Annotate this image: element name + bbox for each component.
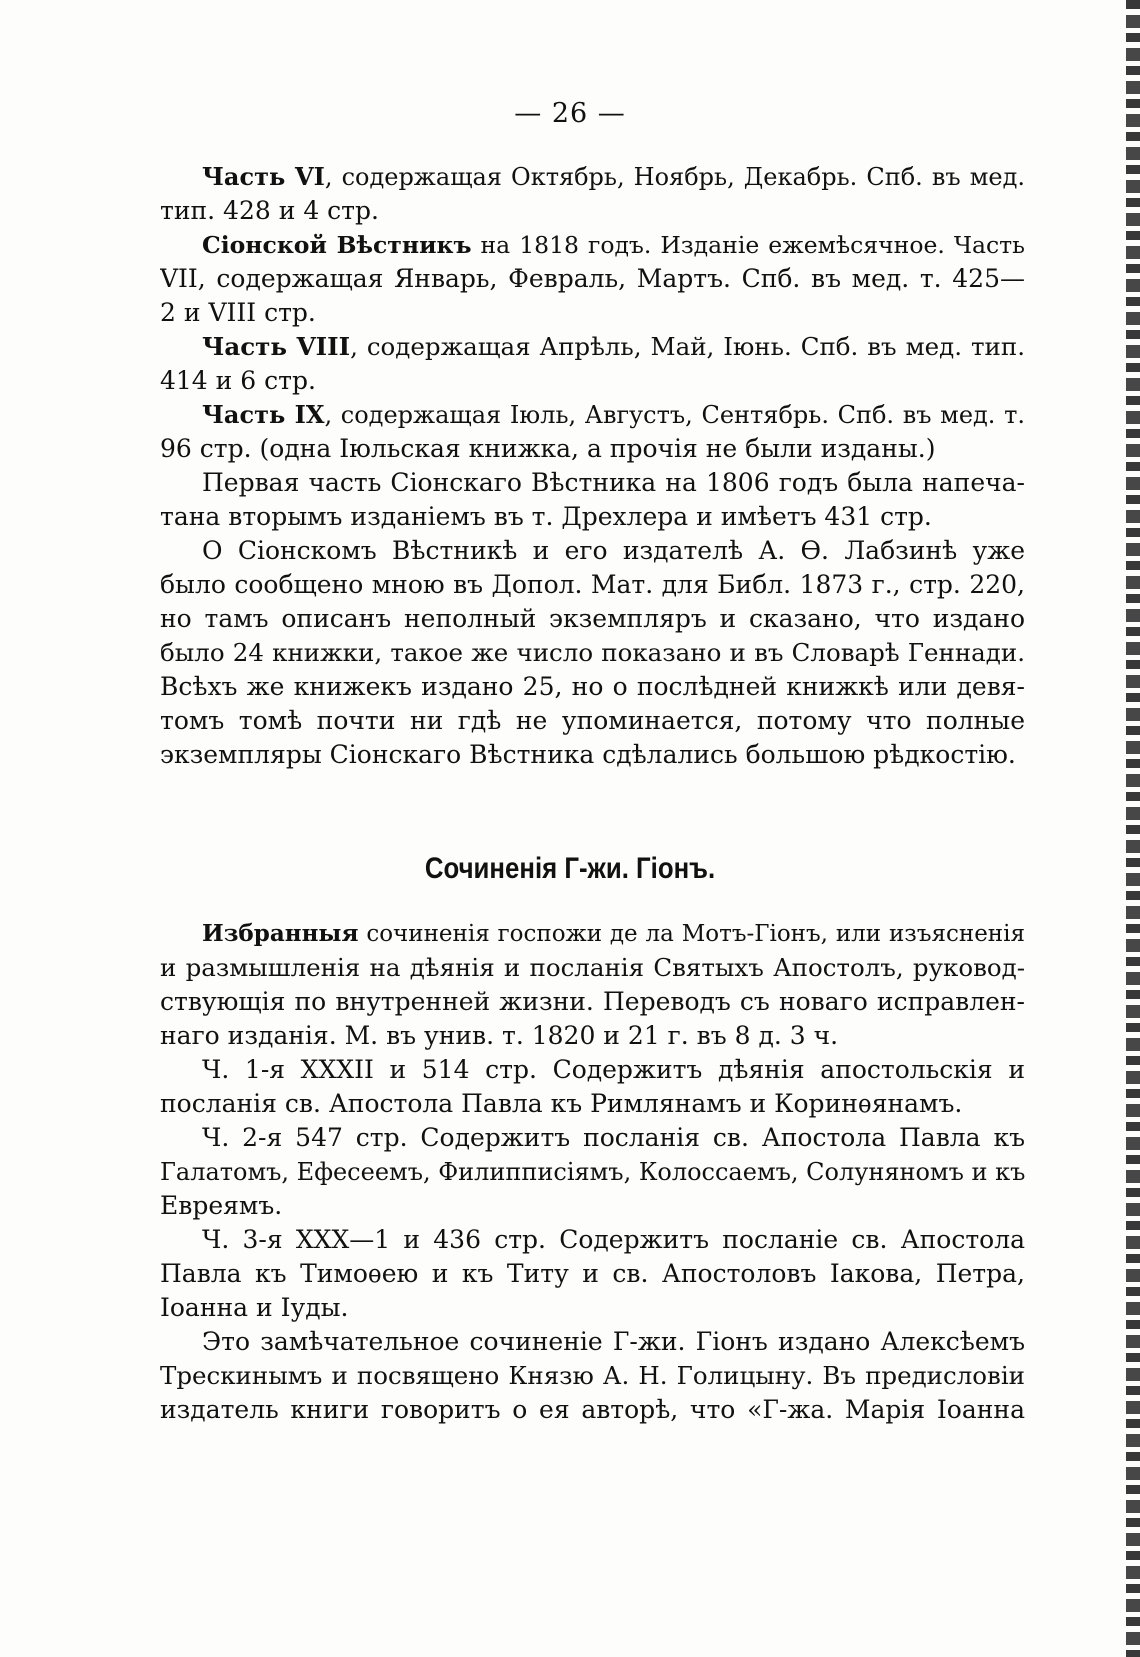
text-line: Часть VI, содержащая Октябрь, Ноябрь, Декабрь. Спб. въ мед. [202, 162, 1025, 191]
text-line: Павла къ Тимоѳею и къ Титу и св. Апостоловъ Іакова, Петра, [160, 1259, 1025, 1288]
text-line: Ч. 1-я XXXII и 514 стр. Содержитъ дѣянія апостольскія и [202, 1055, 1025, 1084]
text-line: Часть VIII, содержащая Апрѣль, Май, Іюнь. Спб. въ мед. тип. [202, 332, 1025, 361]
text-line: и размышленія на дѣянія и посланія Святыхъ Апостолъ, руковод- [160, 953, 1025, 982]
text-line: Избранныя сочиненія госпожи де ла Мотъ-Гіонъ, или изъясненія [202, 920, 1025, 947]
text-line: 2 и VIII стр. [160, 298, 316, 327]
section-2 [160, 917, 1025, 1427]
text-line: Это замѣчательное сочиненіе Г-жи. Гіонъ издано Алексѣемъ [202, 1327, 1025, 1356]
text-line: Всѣхъ же книжекъ издано 25, но о послѣдней книжкѣ или девя- [160, 672, 1025, 701]
text-line: наго изданія. М. въ унив. т. 1820 и 21 г. въ 8 д. 3 ч. [160, 1021, 839, 1050]
text-line: Ч. 3-я XXX—1 и 436 стр. Содержитъ посланіе св. Апостола [202, 1225, 1025, 1254]
text-line: томъ томѣ почти ни гдѣ не упоминается, потому что полные [160, 706, 1025, 735]
text-line: посланія св. Апостола Павла къ Римлянамъ и Коринѳянамъ. [160, 1089, 963, 1118]
text-line: было 24 книжки, такое же число показано и въ Словарѣ Геннади. [160, 638, 1025, 667]
text-line: Галатомъ, Ефесеемъ, Филипписіямъ, Колоссаемъ, Солуняномъ и къ [160, 1158, 1025, 1186]
text-line: Первая часть Сіонскаго Вѣстника на 1806 годъ была напеча- [202, 468, 1025, 497]
text-line: тип. 428 и 4 стр. [160, 196, 379, 225]
text-line: тана вторымъ изданіемъ въ т. Дрехлера и имѣетъ 431 стр. [160, 502, 932, 531]
text-line: О Сіонскомъ Вѣстникѣ и его издателѣ А. Ѳ. Лабзинѣ уже [202, 536, 1025, 565]
text-line: было сообщено мною въ Допол. Мат. для Библ. 1873 г., стр. 220, [160, 570, 1025, 599]
text-line: Ч. 2-я 547 стр. Содержитъ посланія св. Апостола Павла къ [202, 1123, 1025, 1152]
text-line: Евреямъ. [160, 1191, 283, 1220]
text-line: издатель книги говоритъ о ея авторѣ, что «Г-жа. Марія Іоанна [160, 1395, 1025, 1424]
text-line: экземпляры Сіонскаго Вѣстника сдѣлались большою рѣдкостію. [160, 740, 1016, 769]
section-1 [160, 160, 1025, 772]
page-edge-shadow [1126, 0, 1140, 1657]
text-line: Іоанна и Іуды. [160, 1293, 349, 1322]
text-line: Трескинымъ и посвящено Князю А. Н. Голицыну. Въ предисловіи [160, 1361, 1025, 1390]
text-line: ствующія по внутренней жизни. Переводъ съ новаго исправлен- [160, 987, 1025, 1016]
section-heading: Сочиненія Г-жи. Гіонъ. [424, 852, 716, 885]
text-line: но тамъ описанъ неполный экземпляръ и сказано, что издано [160, 604, 1025, 633]
page-number: — 26 — [514, 98, 626, 129]
text-line: 96 стр. (одна Іюльская книжка, а прочія не были изданы.) [160, 434, 936, 463]
text-line: Сіонской Вѣстникъ на 1818 годъ. Изданіе ежемѣсячное. Часть [202, 231, 1025, 259]
text-line: 414 и 6 стр. [160, 366, 316, 395]
text-line: VII, содержащая Январь, Февраль, Мартъ. Спб. въ мед. т. 425— [160, 264, 1025, 293]
text-line: Часть IX, содержащая Іюль, Августъ, Сентябрь. Спб. въ мед. т. [202, 400, 1025, 429]
